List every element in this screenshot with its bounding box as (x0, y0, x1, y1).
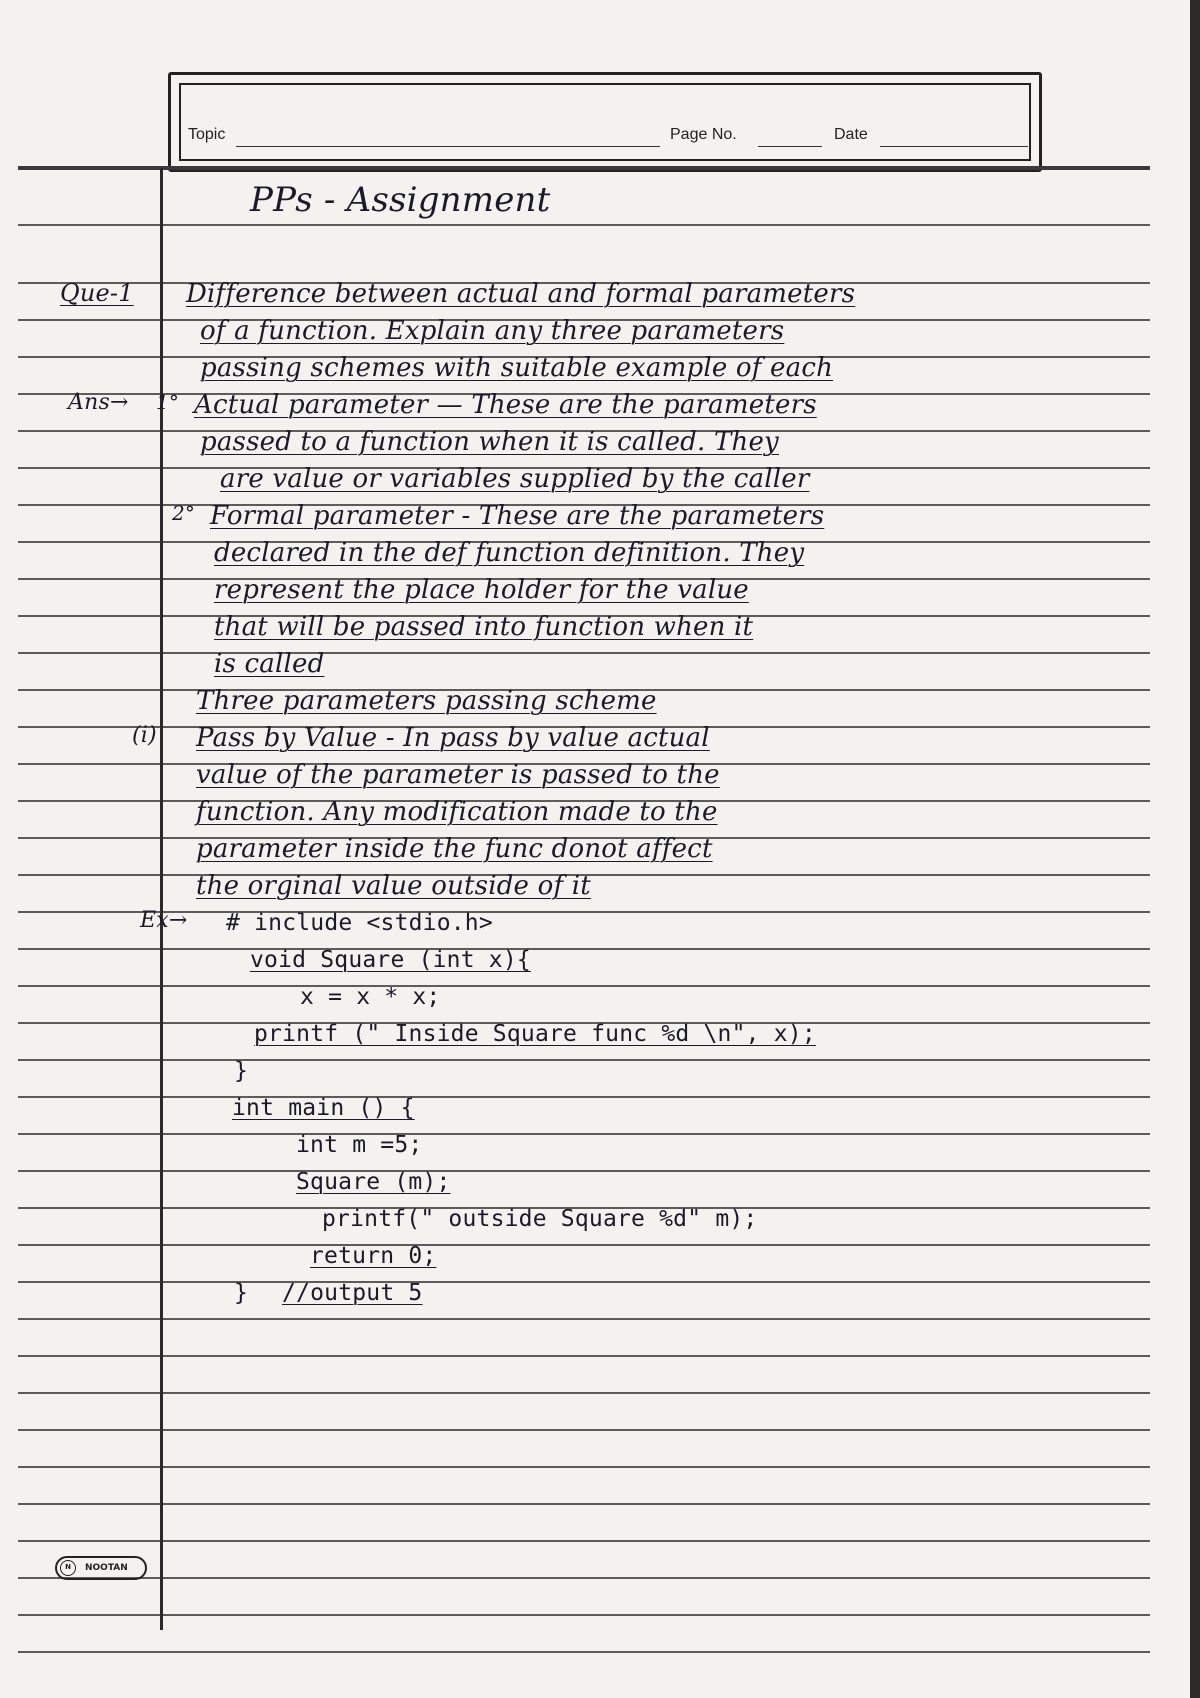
formal-parameter-line: represent the place holder for the value (214, 575, 749, 605)
code-line: int main () { (232, 1095, 415, 1121)
code-line: //output 5 (282, 1280, 423, 1306)
page-no-line (758, 146, 822, 147)
page-title: PPs - Assignment (250, 180, 551, 220)
ruled-line (18, 1466, 1150, 1468)
formal-parameter-line: Formal parameter - These are the parameters (210, 501, 825, 531)
code-line: void Square (int x){ (250, 947, 531, 973)
page-no-label: Page No. (670, 126, 737, 143)
ruled-line (18, 1133, 1150, 1135)
topic-line (236, 146, 660, 147)
ruled-line (18, 1170, 1150, 1172)
ruled-line (18, 1540, 1150, 1542)
example-label: Ex→ (140, 908, 188, 933)
code-line: x = x * x; (300, 984, 441, 1010)
code-line: } (234, 1058, 249, 1084)
nootan-logo (55, 1556, 147, 1580)
ruled-line (18, 1281, 1150, 1283)
ruled-line (18, 1318, 1150, 1320)
ruled-line (18, 1429, 1150, 1431)
pass-by-value-line: value of the parameter is passed to the (196, 760, 720, 790)
logo-mark-icon: N (60, 1560, 76, 1576)
ruled-line (18, 1096, 1150, 1098)
actual-parameter-line: passed to a function when it is called. They (200, 427, 779, 457)
actual-parameter-line: Actual parameter — These are the parameters (194, 390, 817, 420)
ruled-line (18, 948, 1150, 950)
ruled-line (18, 166, 1150, 170)
margin-line (160, 168, 163, 1630)
answer-label: Ans→ (68, 390, 129, 415)
code-line: printf(" outside Square %d" m); (322, 1206, 758, 1232)
ruled-line (18, 1355, 1150, 1357)
question-line: Difference between actual and formal parameters (186, 279, 856, 309)
topic-label: Topic (188, 126, 226, 143)
ruled-line (18, 1614, 1150, 1616)
question-line: passing schemes with suitable example of each (200, 353, 834, 383)
code-line: printf (" Inside Square func %d \n", x); (254, 1021, 816, 1047)
question-line: of a function. Explain any three parameters (200, 316, 785, 346)
code-line: return 0; (310, 1243, 437, 1269)
code-line: # include <stdio.h> (226, 910, 493, 936)
ruled-line (18, 1244, 1150, 1246)
date-label: Date (834, 126, 868, 143)
code-line: int m =5; (296, 1132, 423, 1158)
page-header-box (168, 72, 1042, 172)
pass-by-value-line: the orginal value outside of it (196, 871, 591, 901)
ruled-line (18, 652, 1150, 654)
bullet-two: 2° (172, 501, 196, 525)
ruled-line (18, 224, 1150, 226)
question-label: Que-1 (60, 279, 134, 307)
pass-by-value-line: parameter inside the func donot affect (196, 834, 713, 864)
actual-parameter-line: are value or variables supplied by the caller (220, 464, 810, 494)
formal-parameter-line: is called (214, 649, 325, 679)
ruled-line (18, 1577, 1150, 1579)
pass-by-value-line: Pass by Value - In pass by value actual (196, 723, 710, 753)
logo-text: NOOTAN (85, 1563, 128, 1573)
formal-parameter-line: that will be passed into function when it (214, 612, 754, 642)
ruled-line (18, 985, 1150, 987)
ruled-line (18, 1651, 1150, 1653)
formal-parameter-line: declared in the def function definition. They (214, 538, 805, 568)
bullet-one: 1° (156, 390, 180, 414)
schemes-heading: Three parameters passing scheme (196, 686, 657, 716)
ruled-line (18, 1503, 1150, 1505)
scheme-marker: (i) (132, 723, 157, 748)
pass-by-value-line: function. Any modification made to the (196, 797, 718, 827)
code-line: Square (m); (296, 1169, 451, 1195)
code-line: } (234, 1280, 249, 1306)
ruled-line (18, 1392, 1150, 1394)
ruled-line (18, 1059, 1150, 1061)
date-line (880, 146, 1028, 147)
